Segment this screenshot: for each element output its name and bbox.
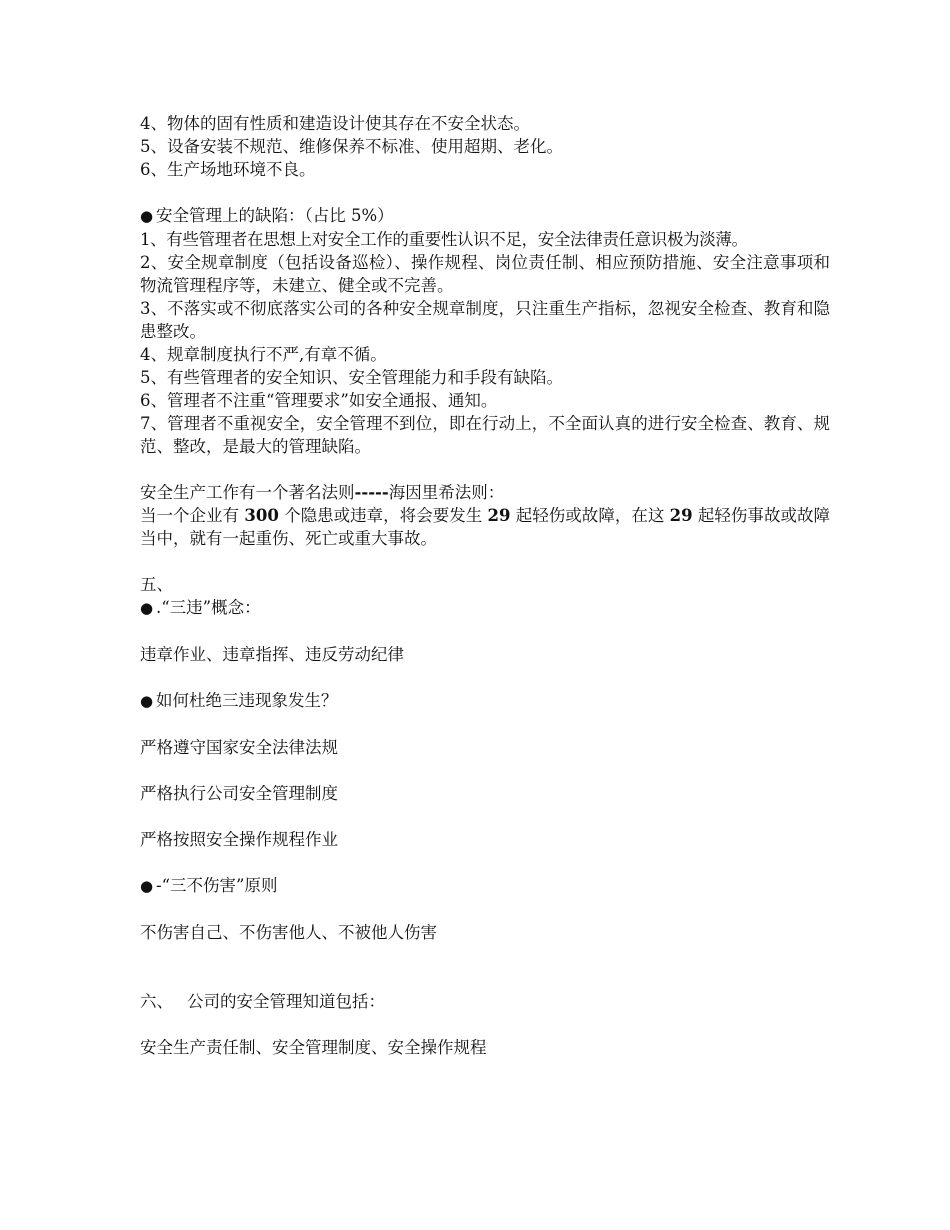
list-item: 7、管理者不重视安全，安全管理不到位，即在行动上，不全面认真的进行安全检查、教育、规范、整改，是最大的管理缺陷。 xyxy=(140,414,830,456)
heinrich-law-text: 当一个企业有 300 个隐患或违章，将会要发生 29 起轻伤或故障，在这 29 起轻伤事故或故障当中，就有一起重伤、死亡或重大事故。 xyxy=(140,506,830,548)
list-item: 1、有些管理者在思想上对安全工作的重要性认识不足，安全法律责任意识极为淡薄。 xyxy=(140,230,748,249)
prevention-item: 严格执行公司安全管理制度 xyxy=(140,784,338,803)
prevention-heading: ● 如何杜绝三违现象发生？ xyxy=(140,689,830,713)
bullet-icon: ● xyxy=(140,599,154,617)
section-six-text: 安全生产责任制、安全管理制度、安全操作规程 xyxy=(140,1038,487,1057)
list-item: 2、安全规章制度（包括设备巡检）、操作规程、岗位责任制、相应预防措施、安全注意事项和物流管理程序等，未建立、健全或不完善。 xyxy=(140,253,830,295)
document-page xyxy=(140,112,830,1059)
three-violations-heading: ● .“三违”概念： xyxy=(140,596,830,620)
management-defects-heading: ● 安全管理上的缺陷：（占比 5%） xyxy=(140,204,830,228)
prevention-item: 严格按照安全操作规程作业 xyxy=(140,830,338,849)
list-item: 3、不落实或不彻底落实公司的各种安全规章制度，只注重生产指标，忽视安全检查、教育和隐患整改。 xyxy=(140,299,830,341)
list-item: 6、生产场地环境不良。 xyxy=(140,160,316,179)
bullet-icon: ● xyxy=(140,877,154,895)
list-item: 5、有些管理者的安全知识、安全管理能力和手段有缺陷。 xyxy=(140,368,563,387)
list-item: 4、规章制度执行不严,有章不循。 xyxy=(140,345,387,364)
list-item: 4、物体的固有性质和建造设计使其存在不安全状态。 xyxy=(140,114,530,133)
three-no-harm-heading: ● -“三不伤害”原则 xyxy=(140,874,830,898)
bullet-icon: ● xyxy=(140,207,154,225)
heinrich-law-title: 安全生产工作有一个著名法则-----海因里希法则： xyxy=(140,483,505,502)
prevention-item: 严格遵守国家安全法律法规 xyxy=(140,738,338,757)
three-no-harm-text: 不伤害自己、不伤害他人、不被他人伤害 xyxy=(140,923,437,942)
list-item: 5、设备安装不规范、维修保养不标准、使用超期、老化。 xyxy=(140,137,563,156)
section-five-label: 五、 xyxy=(140,575,173,594)
bullet-icon: ● xyxy=(140,692,154,710)
list-item: 6、管理者不注重“管理要求”如安全通报、通知。 xyxy=(140,391,498,410)
three-violations-text: 违章作业、违章指挥、违反劳动纪律 xyxy=(140,645,404,664)
section-six-heading: 六、 公司的安全管理知道包括： xyxy=(140,992,385,1011)
